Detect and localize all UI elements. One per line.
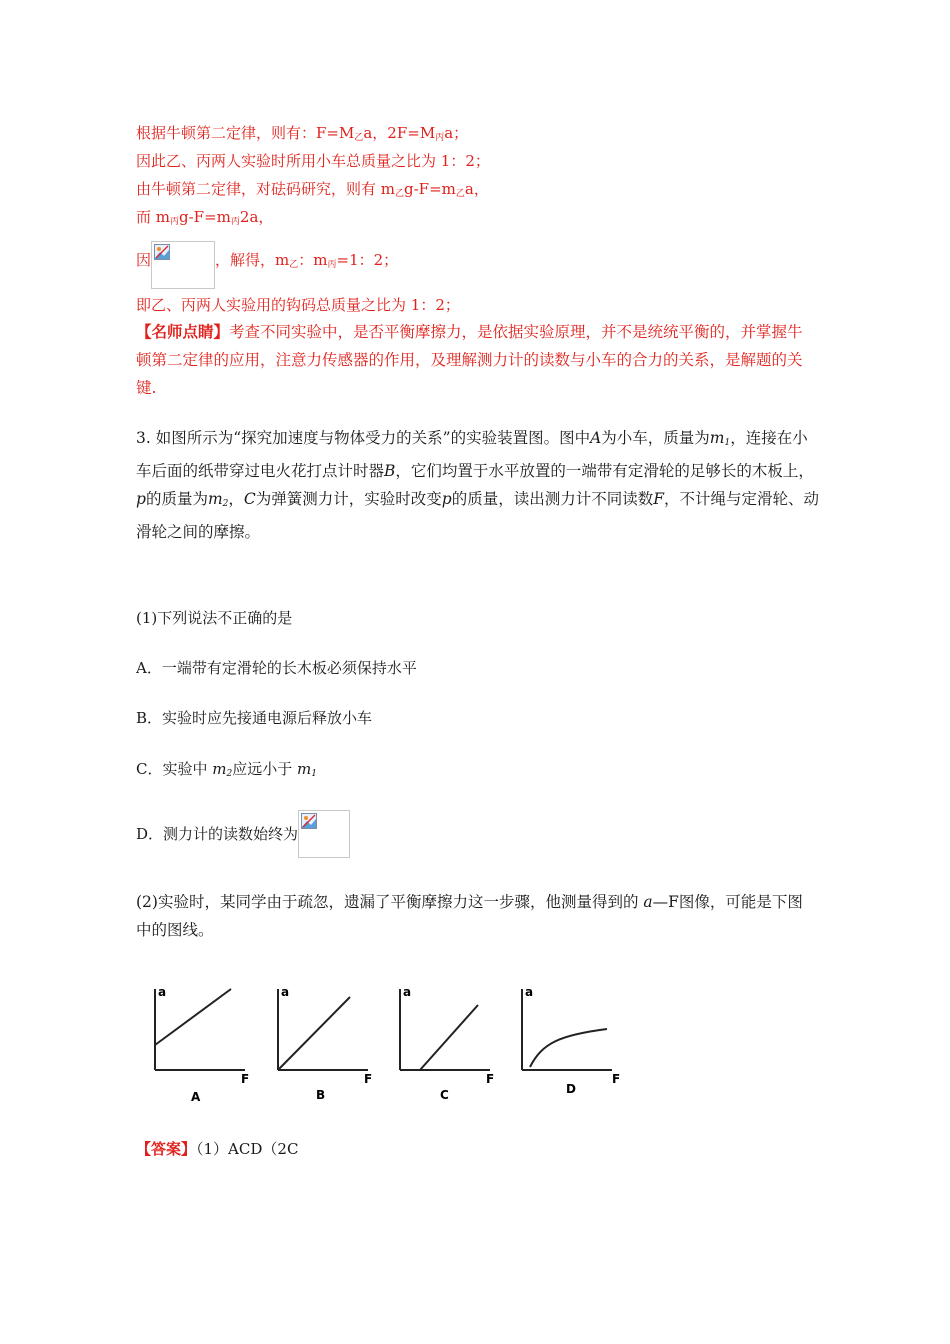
graph-d-y-label: a <box>525 985 534 999</box>
option-d: D．测力计的读数始终为 <box>136 810 350 858</box>
solution-line-5: 因 ，解得，$m_乙$：$m_丙=1$：2； <box>136 236 398 289</box>
graph-a-y-label: a <box>158 985 167 999</box>
graph-d <box>512 985 622 1105</box>
graph-d-label: D <box>566 1082 576 1096</box>
broken-image-icon <box>154 244 170 260</box>
solution-line-6: 即乙、丙两人实验用的钩码总质量之比为 1：2； <box>136 296 460 314</box>
subquestion-1: (1)下列说法不正确的是 <box>136 609 293 627</box>
graph-b-y-label: a <box>281 985 290 999</box>
answer-line <box>136 1139 298 1159</box>
subquestion-2: (2)实验时，某同学由于疏忽，遗漏了平衡摩擦力这一步骤，他测量得到的 a—F图像，可能是下图中的图线。 <box>136 893 803 939</box>
broken-formula-image <box>151 241 215 289</box>
graph-b <box>268 985 378 1105</box>
answer-text: （1）ACD（2C <box>196 1140 299 1158</box>
solution-line-2: 因此乙、丙两人实验时所用小车总质量之比为 1：2； <box>136 152 490 170</box>
graph-a <box>145 985 255 1105</box>
graph-c-y-label: a <box>403 985 412 999</box>
option-a: A．一端带有定滑轮的长木板必须保持水平 <box>136 659 417 677</box>
graph-a-x-label: F <box>241 1072 250 1086</box>
graph-a-label: A <box>191 1090 201 1104</box>
teacher-tip: 【名师点睛】考查不同实验中，是否平衡摩擦力，是依据实验原理，并不是统统平衡的，并掌握牛顿第二定律的应用，注意力传感器的作用，及理解测力计的读数与小车的合力的关系，是解题的关键. <box>136 322 803 397</box>
graph-c-x-label: F <box>486 1072 495 1086</box>
graph-d-x-label: F <box>612 1072 621 1086</box>
question-3-stem: 3. 如图所示为“探究加速度与物体受力的关系”的实验装置图。图中A为小车，质量为$m_1$，连接在小车后面的纸带穿过电火花打点计时器B，它们均置于水平放置的一端带有定滑轮的足够长的木板上，p的质量为$m_2$，C为弹簧测力计，实验时改变p的质量，读出测力计不同读数F，不计绳与定滑轮、动滑轮之间的摩擦。 <box>136 429 820 541</box>
graph-c <box>390 985 500 1105</box>
solution-line-4: 而 $m_丙g-F=m_丙2a$， <box>136 208 274 227</box>
solution-line-3: 由牛顿第二定律，对砝码研究，则有 $m_乙g-F=m_乙a$， <box>136 180 489 199</box>
option-b: B．实验时应先接通电源后释放小车 <box>136 709 373 727</box>
graph-c-label: C <box>440 1088 449 1102</box>
graph-b-x-label: F <box>364 1072 373 1086</box>
graph-b-label: B <box>316 1088 326 1102</box>
broken-formula-image <box>298 810 350 858</box>
option-c: C．实验中 $m_2$应远小于 $m_1$ <box>136 760 317 779</box>
answer-label: 【答案】 <box>136 1140 197 1158</box>
solution-line-1: 根据牛顿第二定律，则有：$F=M_乙a$，$2F=M_丙a$； <box>136 124 469 143</box>
broken-image-icon <box>301 813 317 829</box>
